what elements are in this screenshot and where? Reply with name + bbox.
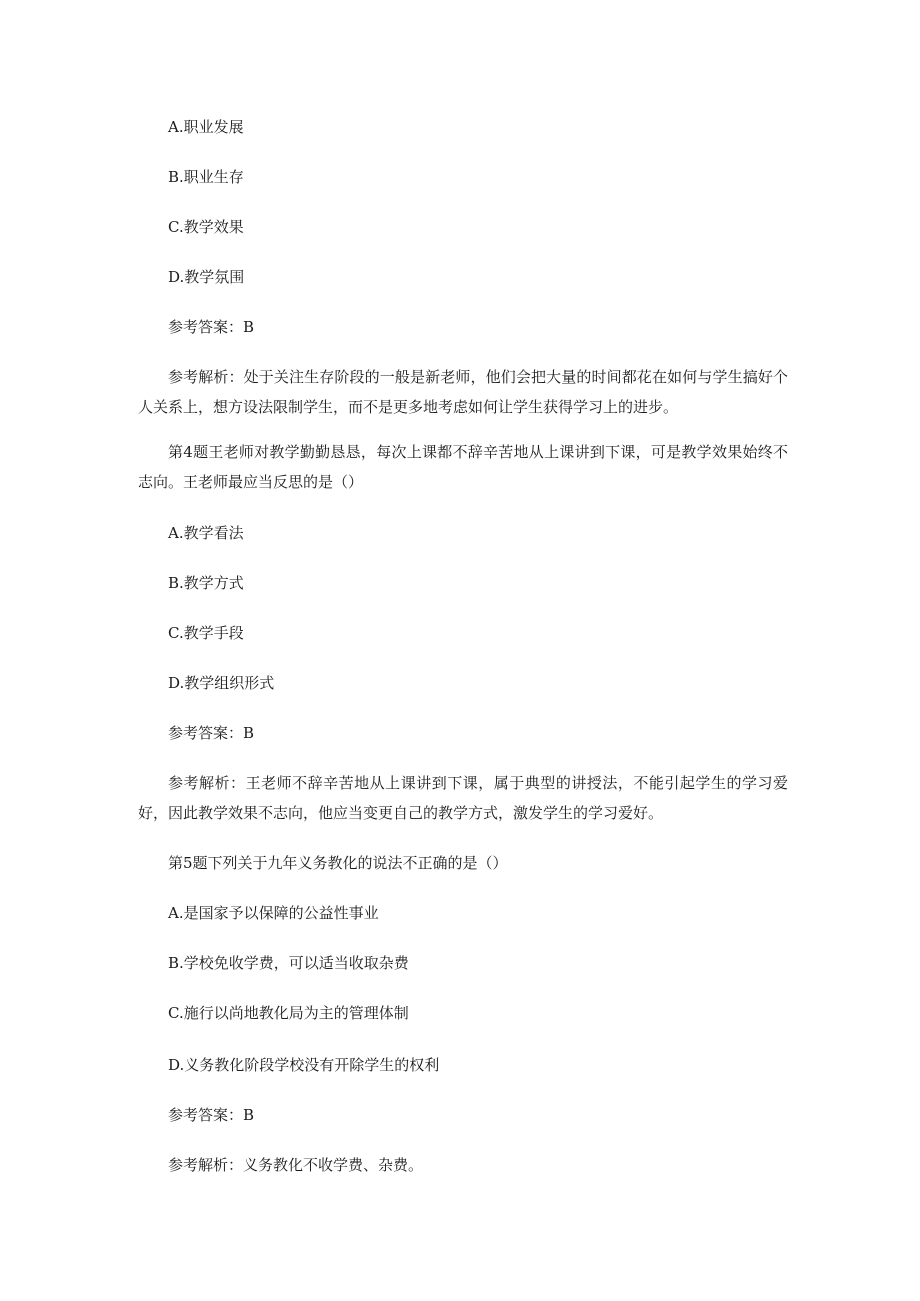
- q4-option-a: A.教学看法: [168, 524, 244, 542]
- q4-question: 第4题王老师对教学勤勤恳恳，每次上课都不辞辛苦地从上课讲到下课，可是教学效果始终不志向。王老师最应当反思的是（）: [138, 443, 788, 491]
- q5-option-c: C.施行以尚地教化局为主的管理体制: [168, 1004, 409, 1022]
- q5-option-b: B.学校免收学费，可以适当收取杂费: [168, 954, 409, 972]
- q5-option-a: A.是国家予以保障的公益性事业: [168, 904, 379, 922]
- q4-option-c: C.教学手段: [168, 624, 244, 642]
- q5-answer: 参考答案：B: [168, 1106, 255, 1124]
- q4-option-d: D.教学组织形式: [168, 674, 275, 692]
- q5-question: 第5题下列关于九年义务教化的说法不正确的是（）: [168, 854, 508, 872]
- q3-analysis: 参考解析：处于关注生存阶段的一般是新老师，他们会把大量的时间都花在如何与学生搞好个人关系上，想方设法限制学生，而不是更多地考虑如何让学生获得学习上的进步。: [138, 368, 788, 416]
- q3-option-b: B.职业生存: [168, 168, 244, 186]
- q4-analysis: 参考解析：王老师不辞辛苦地从上课讲到下课，属于典型的讲授法，不能引起学生的学习爱好，因此教学效果不志向，他应当变更自己的教学方式，激发学生的学习爱好。: [138, 774, 788, 822]
- q3-option-c: C.教学效果: [168, 218, 244, 236]
- q3-option-d: D.教学氛围: [168, 268, 245, 286]
- q5-analysis: 参考解析：义务教化不收学费、杂费。: [168, 1156, 424, 1174]
- q4-answer: 参考答案：B: [168, 724, 255, 742]
- q3-option-a: A.职业发展: [168, 118, 244, 136]
- q4-option-b: B.教学方式: [168, 574, 244, 592]
- q3-answer: 参考答案：B: [168, 318, 255, 336]
- q5-option-d: D.义务教化阶段学校没有开除学生的权利: [168, 1056, 440, 1074]
